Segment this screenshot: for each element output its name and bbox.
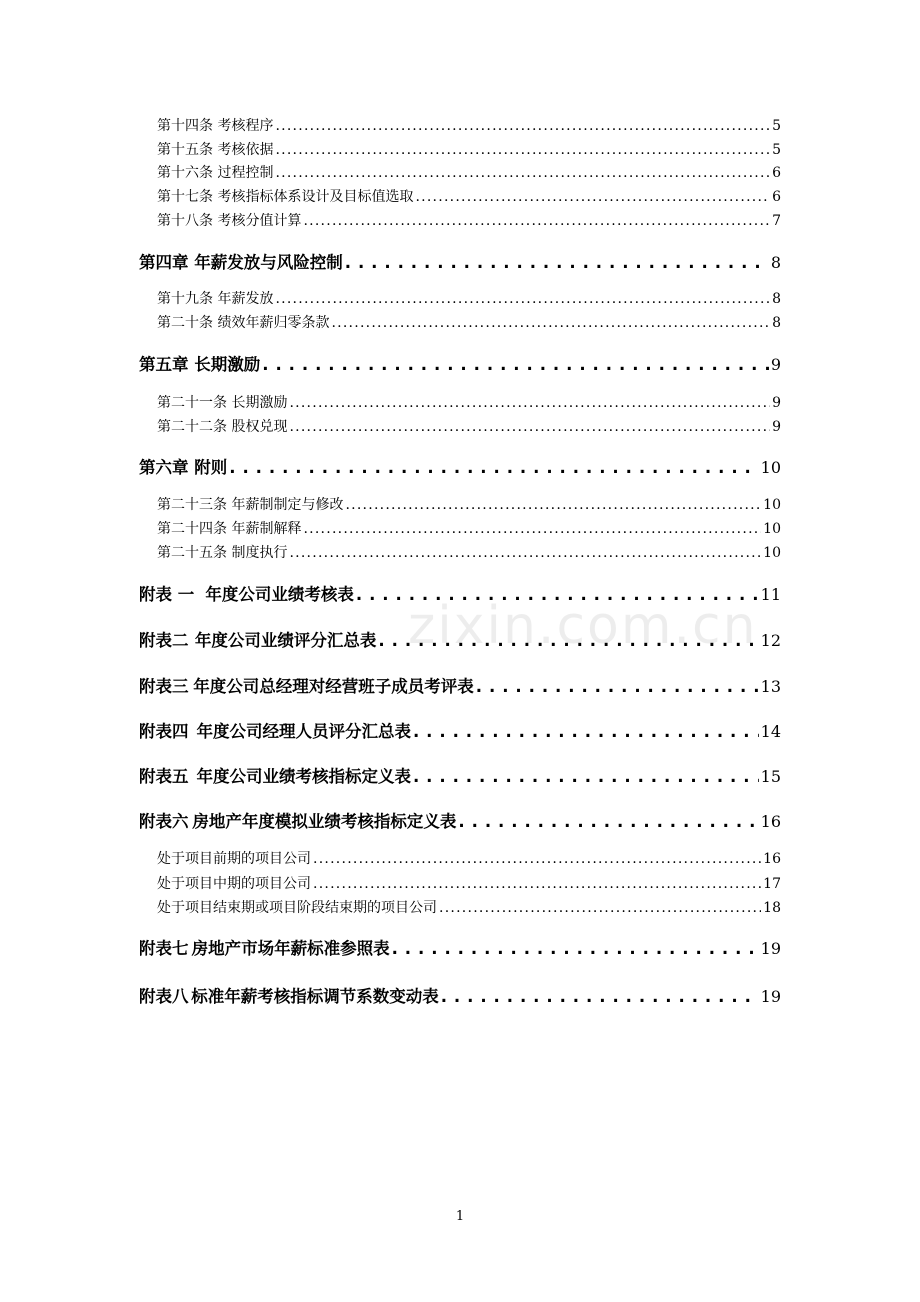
toc-appendix-page: 19 [760, 987, 781, 1006]
toc-entry[interactable] [157, 312, 781, 332]
toc-entry[interactable] [157, 288, 781, 308]
leader-dots [345, 253, 769, 272]
toc-entry-page: 18 [763, 900, 781, 916]
toc-entry-label: 处于项目中期的项目公司 [157, 876, 311, 892]
toc-appendix-title: 年度公司业绩评分汇总表 [194, 631, 377, 650]
toc-appendix-page: 19 [760, 939, 781, 958]
toc-appendix-page: 13 [760, 677, 781, 696]
toc-entry[interactable] [157, 139, 781, 159]
toc-appendix-page: 15 [760, 767, 781, 786]
toc-entry[interactable] [157, 518, 781, 538]
toc-entry-page: 8 [772, 315, 781, 331]
toc-appendix-title: 年度公司经理人员评分汇总表 [196, 722, 411, 741]
leader-dots [313, 876, 761, 892]
toc-appendix-label: 附表 一 [139, 585, 195, 604]
toc-entry-page: 7 [772, 213, 781, 229]
toc-entry-page: 10 [763, 497, 781, 513]
toc-entry-label: 处于项目前期的项目公司 [157, 851, 311, 867]
toc-entry-label: 第二十四条 年薪制解释 [157, 521, 302, 537]
toc-appendix-page: 16 [760, 812, 781, 831]
leader-dots [458, 812, 758, 831]
toc-appendix-label: 附表二 [139, 631, 189, 650]
toc-entry-page: 16 [763, 851, 781, 867]
toc-appendix-page: 11 [760, 585, 781, 604]
leader-dots [303, 213, 770, 229]
toc-appendix-title: 年度公司业绩考核表 [205, 585, 354, 604]
toc-chapter[interactable] [139, 249, 781, 273]
toc-entry-label: 第十五条 考核依据 [157, 142, 274, 158]
toc-appendix[interactable] [139, 763, 781, 787]
toc-entry-label: 第二十条 绩效年薪归零条款 [157, 315, 330, 331]
toc-entry-label: 第十七条 考核指标体系设计及目标值选取 [157, 189, 414, 205]
toc-entry-page: 5 [772, 142, 781, 158]
toc-appendix-title: 年度公司总经理对经营班子成员考评表 [193, 677, 474, 696]
toc-entry-page: 10 [763, 545, 781, 561]
leader-dots [313, 851, 761, 867]
toc-chapter[interactable] [139, 351, 781, 375]
toc-entry[interactable] [157, 494, 781, 514]
toc-entry[interactable] [157, 873, 781, 893]
toc-entry-label: 第十六条 过程控制 [157, 165, 274, 181]
toc-entry-label: 第十四条 考核程序 [157, 118, 274, 134]
toc-appendix-label: 附表三 [139, 677, 189, 696]
toc-appendix[interactable] [139, 673, 781, 697]
leader-dots [415, 189, 770, 205]
leader-dots [262, 355, 769, 374]
toc-entry-label: 第二十二条 股权兑现 [157, 419, 288, 435]
toc-appendix-title: 房地产市场年薪标准参照表 [191, 939, 390, 958]
leader-dots [392, 939, 759, 958]
toc-appendix-title: 标准年薪考核指标调节系数变动表 [191, 987, 439, 1006]
toc-appendix-label: 附表五 [139, 767, 189, 786]
leader-dots [289, 395, 770, 411]
toc-appendix-label: 附表四 [139, 722, 189, 741]
leader-dots [275, 291, 770, 307]
toc-entry[interactable] [157, 210, 781, 230]
toc-entry[interactable] [157, 542, 781, 562]
toc-entry[interactable] [157, 115, 781, 135]
toc-appendix-page: 12 [760, 631, 781, 650]
page-number: 1 [455, 1209, 465, 1224]
toc-entry-label: 第二十五条 制度执行 [157, 545, 288, 561]
leader-dots [275, 165, 770, 181]
toc-appendix-title: 年度公司业绩考核指标定义表 [196, 767, 411, 786]
toc-appendix-title: 房地产年度模拟业绩考核指标定义表 [192, 812, 457, 831]
toc-entry-page: 10 [763, 521, 781, 537]
toc-entry-label: 处于项目结束期或项目阶段结束期的项目公司 [157, 900, 437, 916]
leader-dots [229, 458, 758, 477]
toc-chapter-label: 第六章 附则 [139, 458, 228, 477]
toc-chapter-label: 第四章 年薪发放与风险控制 [139, 253, 343, 272]
leader-dots [303, 521, 761, 537]
toc-entry-label: 第二十三条 年薪制制定与修改 [157, 497, 344, 513]
leader-dots [289, 545, 761, 561]
toc-entry-page: 9 [772, 419, 781, 435]
toc-appendix[interactable] [139, 718, 781, 742]
toc-appendix[interactable] [139, 808, 781, 832]
toc-entry-page: 6 [772, 189, 781, 205]
toc-entry-page: 5 [772, 118, 781, 134]
leader-dots [441, 987, 759, 1006]
toc-entry-label: 第二十一条 长期激励 [157, 395, 288, 411]
toc-appendix-label: 附表七 [139, 939, 189, 958]
watermark: zixin.com.cn [408, 596, 758, 656]
toc-appendix[interactable] [139, 935, 781, 959]
toc-entry[interactable] [157, 392, 781, 412]
leader-dots [289, 419, 770, 435]
leader-dots [413, 767, 759, 786]
toc-entry-page: 17 [763, 876, 781, 892]
toc-entry[interactable] [157, 416, 781, 436]
toc-entry-page: 6 [772, 165, 781, 181]
leader-dots [331, 315, 770, 331]
toc-entry[interactable] [157, 848, 781, 868]
toc-appendix-label: 附表六 [139, 812, 189, 831]
leader-dots [476, 677, 759, 696]
toc-chapter[interactable] [139, 454, 781, 478]
toc-chapter-page: 8 [770, 253, 781, 272]
toc-entry[interactable] [157, 897, 781, 917]
toc-entry-label: 第十八条 考核分值计算 [157, 213, 302, 229]
toc-entry[interactable] [157, 186, 781, 206]
toc-chapter-page: 10 [760, 458, 781, 477]
toc-appendix-label: 附表八 [139, 987, 189, 1006]
toc-entry-label: 第十九条 年薪发放 [157, 291, 274, 307]
toc-appendix[interactable] [139, 983, 781, 1007]
toc-chapter-label: 第五章 长期激励 [139, 355, 261, 374]
leader-dots [413, 722, 759, 741]
toc-entry-page: 9 [772, 395, 781, 411]
toc-entry-page: 8 [772, 291, 781, 307]
toc-appendix-page: 14 [760, 722, 781, 741]
toc-chapter-page: 9 [770, 355, 781, 374]
toc-entry[interactable] [157, 162, 781, 182]
leader-dots [439, 900, 761, 916]
leader-dots [275, 118, 770, 134]
leader-dots [275, 142, 770, 158]
leader-dots [345, 497, 761, 513]
